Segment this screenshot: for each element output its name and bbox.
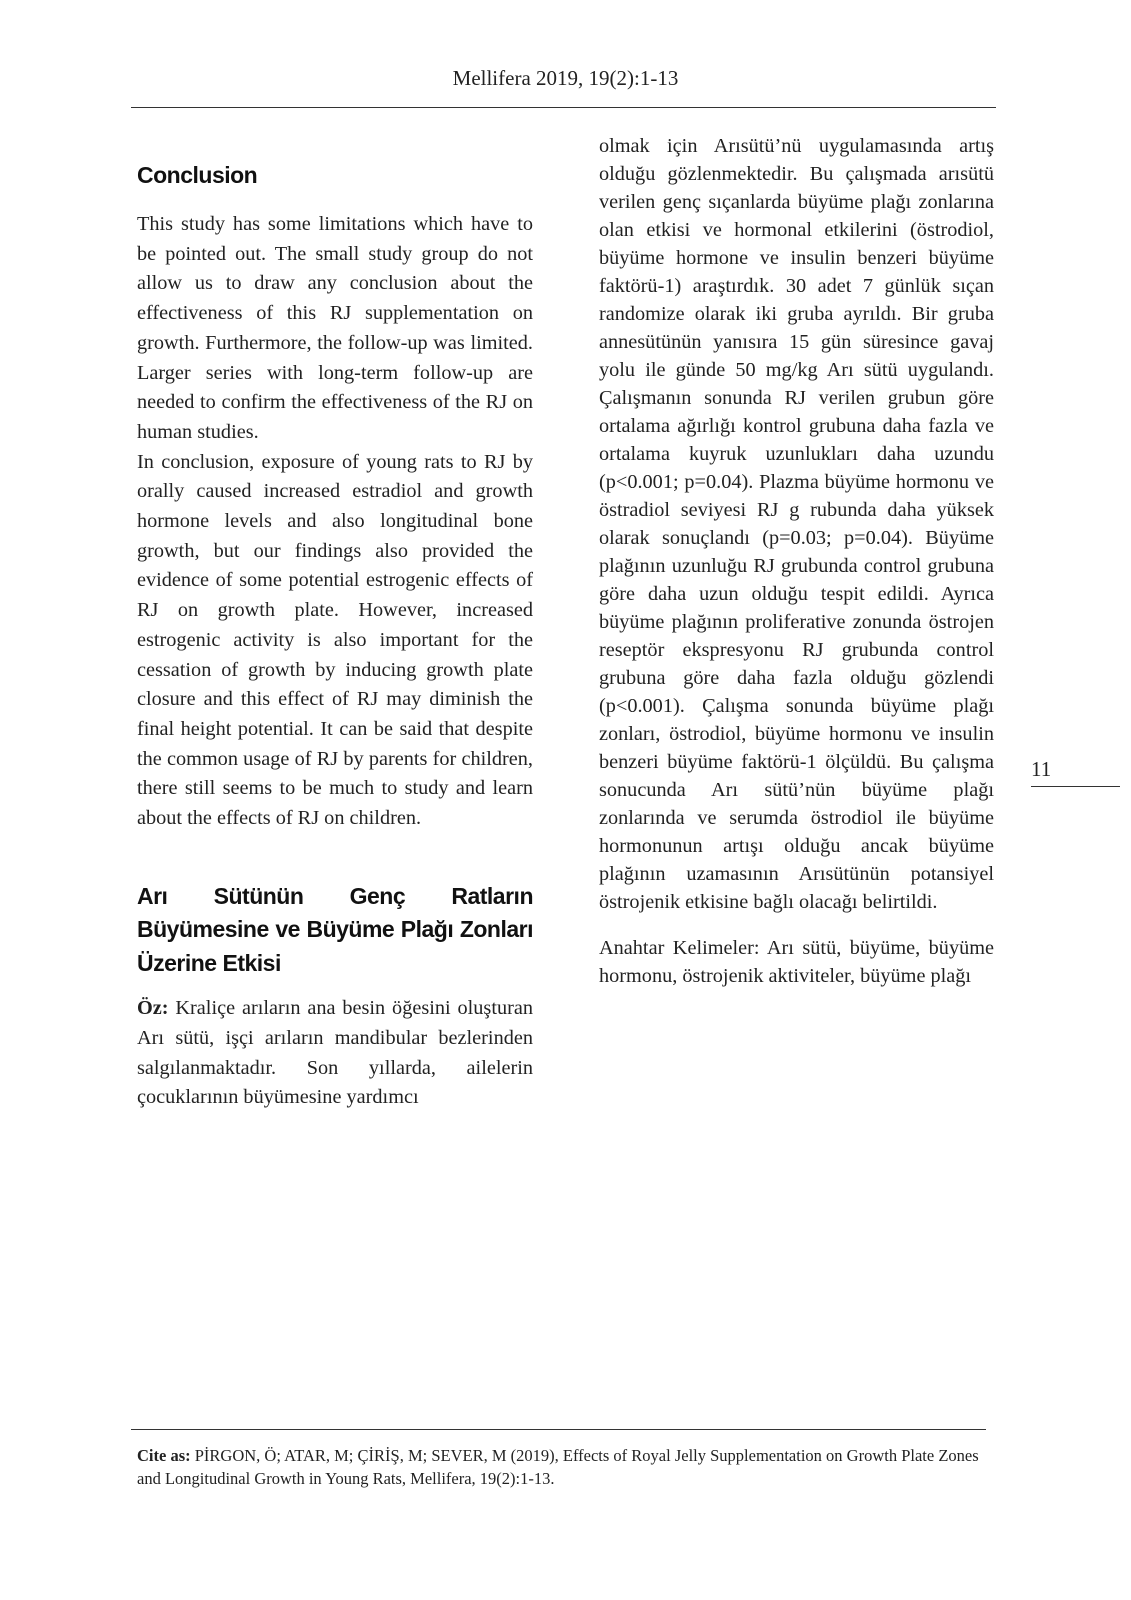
citation-text: PİRGON, Ö; ATAR, M; ÇİRİŞ, M; SEVER, M (2019), Effects of Royal Jelly Supplementation on Growth Plate Zones and Longitudinal Growth in Young Rats, Mellifera, 19(2):1-13.	[137, 1446, 979, 1488]
right-column	[599, 132, 994, 990]
turkish-abstract-start	[137, 994, 533, 1113]
turkish-abstract-continued: olmak için Arısütü’nü uygulamasında artış olduğu gözlenmektedir. Bu çalışmada arısütü verilen genç sıçanlarda büyüme plağı zonlarına olan etkisi ve hormonal etkilerini (östrodiol, büyüme hormone ve insulin benzeri büyüme faktörü-1) araştırdık. 30 adet 7 günlük sıçan randomize olarak iki gruba ayrıldı. Bir gruba annesütünün yanısıra 15 gün süresince gavaj yolu ile günde 50 mg/kg Arı sütü uygulandı. Çalışmanın sonunda RJ verilen grubun göre ortalama ağırlığı kontrol grubuna daha fazla ve ortalama kuyruk uzunlukları daha uzundu (p<0.001; p=0.04). Plazma büyüme hormonu ve östradiol seviyesi RJ g rubunda daha yüksek olarak sonuçlandı (p=0.03; p=0.04). Büyüme plağının uzunluğu RJ grubunda control grubuna göre daha uzun olduğu tespit edildi. Ayrıca büyüme plağının proliferative zonunda östrojen reseptör ekspresyonu RJ grubunda control grubuna göre daha fazla olduğu gözlendi (p<0.001). Çalışma sonunda büyüme plağı zonları, östrodiol, büyüme hormonu ve insulin benzeri büyüme faktörü-1 ölçüldü. Bu çalışma sonucunda Arı sütü’nün büyüme plağı zonlarında ve serumda östrodiol ile büyüme hormonunun artışı olduğu ancak büyüme plağının uzamasının Arısütünün potansiyel östrojenik etkisine bağlı olacağı belirtildi.	[599, 135, 994, 913]
citation	[137, 1444, 997, 1490]
page-number: 11	[1031, 757, 1052, 781]
abstract-label: Öz:	[137, 997, 169, 1020]
left-column	[137, 155, 533, 1113]
running-header: Mellifera 2019, 19(2):1-13	[452, 66, 679, 90]
conclusion-heading: Conclusion	[137, 162, 258, 188]
footer-rule	[131, 1429, 986, 1430]
conclusion-paragraph-limitations: This study has some limitations which have to be pointed out. The small study group do not allow us to draw any conclusion about the effectiveness of this RJ supplementation on growth. Furthermore, the follow-up was limited. Larger series with long-term follow-up are needed to confirm the effectiveness of the RJ on human studies.	[137, 213, 533, 443]
conclusion-paragraph-summary: In conclusion, exposure of young rats to RJ by orally caused increased estradiol and growth hormone levels and also longitudinal bone growth, but our findings also provided the evidence of some potential estrogenic effects of RJ on growth plate. However, increased estrogenic activity is also important for the cessation of growth by inducing growth plate closure and this effect of RJ may diminish the final height potential. It can be said that despite the common usage of RJ by parents for children, there still seems to be much to study and learn about the effects of RJ on children.	[137, 450, 533, 830]
turkish-title-heading: Arı Sütünün Genç Ratların Büyümesine ve Büyüme Plağı Zonları Üzerine Etkisi	[137, 882, 533, 976]
citation-label: Cite as:	[137, 1446, 191, 1465]
page-number-rule	[1031, 786, 1120, 787]
abstract-text-start: Kraliçe arıların ana besin öğesini oluşturan Arı sütü, işçi arıların mandibular bezlerinden salgılanmaktadır. Son yıllarda, ailelerin çocuklarının büyümesine yardımcı	[137, 997, 533, 1109]
keywords: Anahtar Kelimeler: Arı sütü, büyüme, büyüme hormonu, östrojenik aktiviteler, büyüme plağı	[599, 937, 994, 987]
header-rule	[131, 107, 996, 108]
